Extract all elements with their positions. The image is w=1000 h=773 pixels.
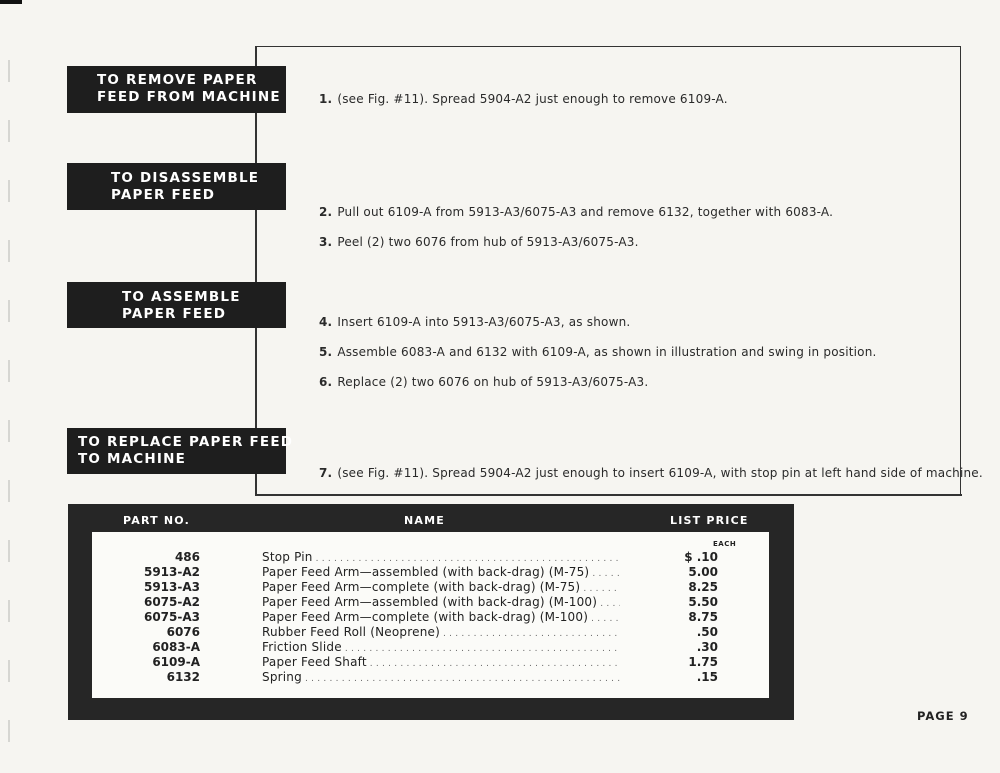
binder-mark — [8, 420, 10, 442]
step-number: 7. — [319, 466, 333, 480]
binder-mark — [8, 60, 10, 82]
part-price: 1.75 — [688, 655, 718, 669]
table-row — [92, 565, 769, 580]
instruction-step — [319, 235, 639, 249]
step-number: 3. — [319, 235, 333, 249]
instruction-step — [319, 466, 983, 480]
table-row — [92, 640, 769, 655]
parts-table — [68, 504, 794, 720]
part-name: Paper Feed Arm—complete (with back-drag) (M-75) . . . — [262, 580, 620, 594]
frame-bottom-rule — [255, 494, 962, 496]
part-number: 486 — [174, 550, 200, 564]
section-label-line: TO ASSEMBLE — [122, 289, 241, 305]
step-text: Pull out 6109-A from 5913-A3/6075-A3 and remove 6132, together with 6083-A. — [337, 205, 834, 219]
part-number: 6076 — [166, 625, 200, 639]
part-price: .30 — [696, 640, 718, 654]
part-number: 6083-A — [152, 640, 200, 654]
binder-mark — [8, 120, 10, 142]
part-price: 8.75 — [688, 610, 718, 624]
page-number: PAGE 9 — [917, 709, 969, 723]
step-text: Assemble 6083-A and 6132 with 6109-A, as shown in illustration and swing in position. — [337, 345, 877, 359]
table-row — [92, 580, 769, 595]
step-text: Insert 6109-A into 5913-A3/6075-A3, as shown. — [337, 315, 631, 329]
step-number: 5. — [319, 345, 333, 359]
header-part-no: PART NO. — [123, 514, 190, 527]
instruction-step — [319, 345, 877, 359]
section-label-line: PAPER FEED — [111, 187, 216, 203]
binder-mark — [8, 300, 10, 322]
step-text: Replace (2) two 6076 on hub of 5913-A3/6075-A3. — [337, 375, 649, 389]
section-label-line: TO REPLACE PAPER FEED — [78, 434, 294, 450]
section-label-replace — [67, 428, 294, 474]
table-row — [92, 610, 769, 625]
part-price: $ .10 — [684, 550, 718, 564]
section-label-line: TO MACHINE — [78, 451, 187, 467]
part-number: 6075-A2 — [143, 595, 200, 609]
binder-mark — [8, 360, 10, 382]
section-label-remove — [67, 66, 286, 113]
step-number: 1. — [319, 92, 333, 106]
section-label-assemble — [67, 282, 286, 328]
binder-mark — [8, 240, 10, 262]
binder-mark — [8, 480, 10, 502]
part-price: .50 — [696, 625, 718, 639]
binder-mark — [8, 180, 10, 202]
part-price: 8.25 — [688, 580, 718, 594]
part-name: Paper Feed Arm—assembled (with back-drag) (M-75) . . . — [262, 565, 620, 579]
step-text: (see Fig. #11). Spread 5904-A2 just enough to remove 6109-A. — [337, 92, 728, 106]
each-label: EACH — [713, 540, 737, 548]
part-name: Friction Slide . . . — [262, 640, 620, 654]
step-number: 2. — [319, 205, 333, 219]
table-row — [92, 595, 769, 610]
part-name: Paper Feed Shaft . . . — [262, 655, 620, 669]
binder-mark — [8, 660, 10, 682]
step-text: Peel (2) two 6076 from hub of 5913-A3/6075-A3. — [337, 235, 639, 249]
instruction-step — [319, 92, 728, 106]
part-number: 5913-A2 — [143, 565, 200, 579]
part-price: .15 — [696, 670, 718, 684]
scan-edge — [0, 0, 22, 4]
section-label-line: FEED FROM MACHINE — [97, 89, 281, 105]
header-name: NAME — [404, 514, 445, 527]
part-name: Paper Feed Arm—assembled (with back-drag) (M-100) . . . — [262, 595, 620, 609]
section-label-line: PAPER FEED — [122, 306, 227, 322]
part-price: 5.50 — [688, 595, 718, 609]
table-row — [92, 625, 769, 640]
part-name: Paper Feed Arm—complete (with back-drag) (M-100) . . . — [262, 610, 620, 624]
table-row — [92, 550, 769, 565]
part-name: Rubber Feed Roll (Neoprene) . . . — [262, 625, 620, 639]
step-number: 4. — [319, 315, 333, 329]
part-price: 5.00 — [688, 565, 718, 579]
part-number: 6075-A3 — [143, 610, 200, 624]
section-label-line: TO DISASSEMBLE — [111, 170, 260, 186]
part-number: 5913-A3 — [143, 580, 200, 594]
section-label-line: TO REMOVE PAPER — [97, 72, 258, 88]
part-number: 6109-A — [152, 655, 200, 669]
part-number: 6132 — [166, 670, 200, 684]
instructions-frame — [255, 46, 961, 496]
table-row — [92, 655, 769, 670]
part-name: Stop Pin . . . — [262, 550, 620, 564]
instruction-step — [319, 205, 833, 219]
instruction-step — [319, 375, 648, 389]
step-number: 6. — [319, 375, 333, 389]
table-row — [92, 670, 769, 685]
header-list-price: LIST PRICE — [670, 514, 749, 527]
binder-mark — [8, 600, 10, 622]
section-label-disassemble — [67, 163, 286, 210]
binder-mark — [8, 540, 10, 562]
parts-table-body — [92, 532, 769, 698]
binder-mark — [8, 720, 10, 742]
step-text: (see Fig. #11). Spread 5904-A2 just enough to insert 6109-A, with stop pin at left hand side of machine. — [337, 466, 983, 480]
instruction-step — [319, 315, 630, 329]
part-name: Spring . . . — [262, 670, 620, 684]
